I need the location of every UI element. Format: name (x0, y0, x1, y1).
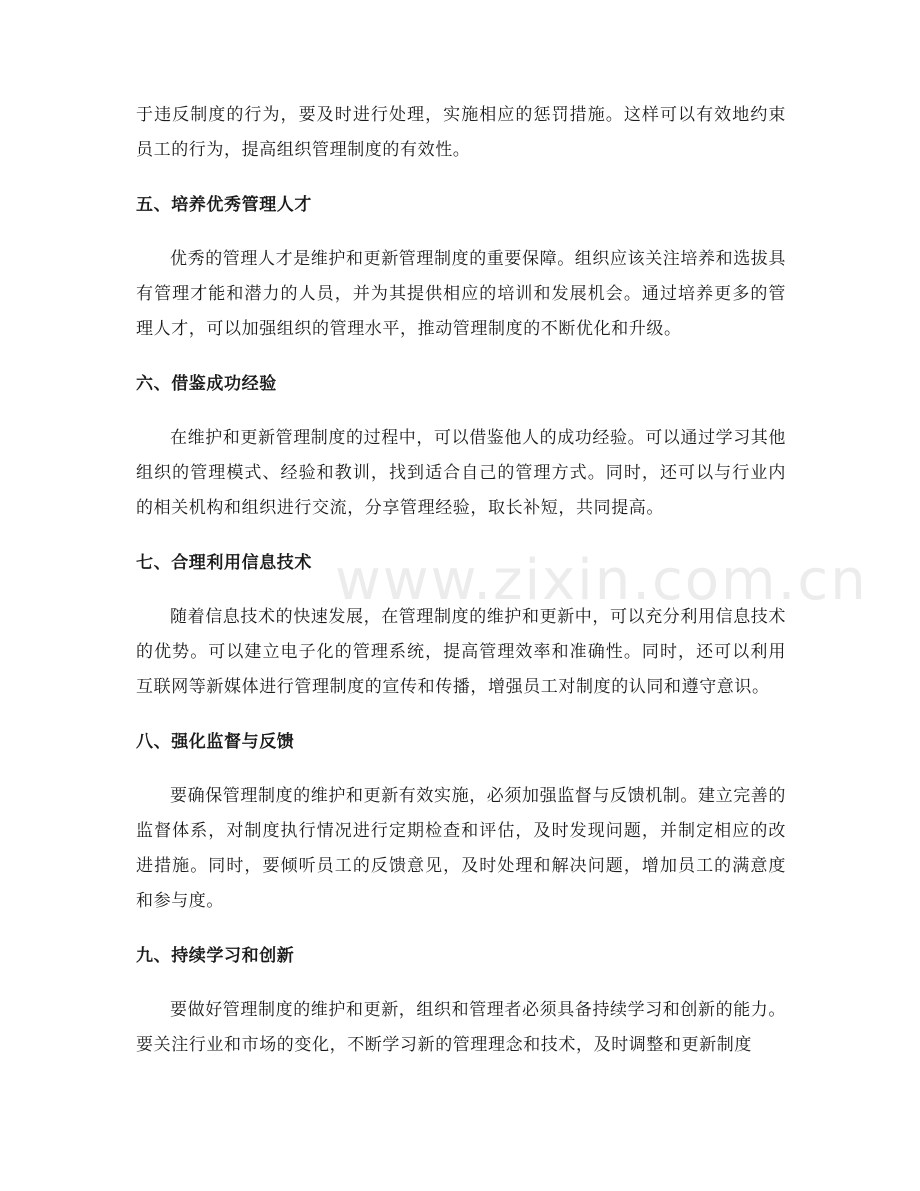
section-body-6: 在维护和更新管理制度的过程中，可以借鉴他人的成功经验。可以通过学习其他组织的管理模式、经验和教训，找到适合自己的管理方式。同时，还可以与行业内的相关机构和组织进行交流，分享管理经验，取长补短，共同提高。 (136, 428, 786, 518)
section-body-7: 随着信息技术的快速发展，在管理制度的维护和更新中，可以充分利用信息技术的优势。可以建立电子化的管理系统，提高管理效率和准确性。同时，还可以利用互联网等新媒体进行管理制度的宣传和传播，增强员工对制度的认同和遵守意识。 (136, 607, 786, 697)
section-heading-9: 九、持续学习和创新 (136, 946, 295, 966)
intro-paragraph: 于违反制度的行为，要及时进行处理，实施相应的惩罚措施。这样可以有效地约束员工的行为，提高组织管理制度的有效性。 (136, 105, 786, 160)
watermark-text: www.zixin.com.cn (335, 548, 868, 613)
section-heading-5: 五、培养优秀管理人才 (136, 195, 312, 215)
section-heading-6: 六、借鉴成功经验 (136, 374, 277, 394)
section-body-9: 要做好管理制度的维护和更新，组织和管理者必须具备持续学习和创新的能力。要关注行业和市场的变化，不断学习新的管理理念和技术，及时调整和更新制度 (136, 1000, 786, 1055)
section-heading-7: 七、合理利用信息技术 (136, 553, 312, 573)
section-heading-8: 八、强化监督与反馈 (136, 732, 295, 752)
section-body-8: 要确保管理制度的维护和更新有效实施，必须加强监督与反馈机制。建立完善的监督体系，对制度执行情况进行定期检查和评估，及时发现问题，并制定相应的改进措施。同时，要倾听员工的反馈意见，及时处理和解决问题，增加员工的满意度和参与度。 (136, 786, 786, 911)
section-body-5: 优秀的管理人才是维护和更新管理制度的重要保障。组织应该关注培养和选拔具有管理才能和潜力的人员，并为其提供相应的培训和发展机会。通过培养更多的管理人才，可以加强组织的管理水平，推动管理制度的不断优化和升级。 (136, 249, 786, 339)
